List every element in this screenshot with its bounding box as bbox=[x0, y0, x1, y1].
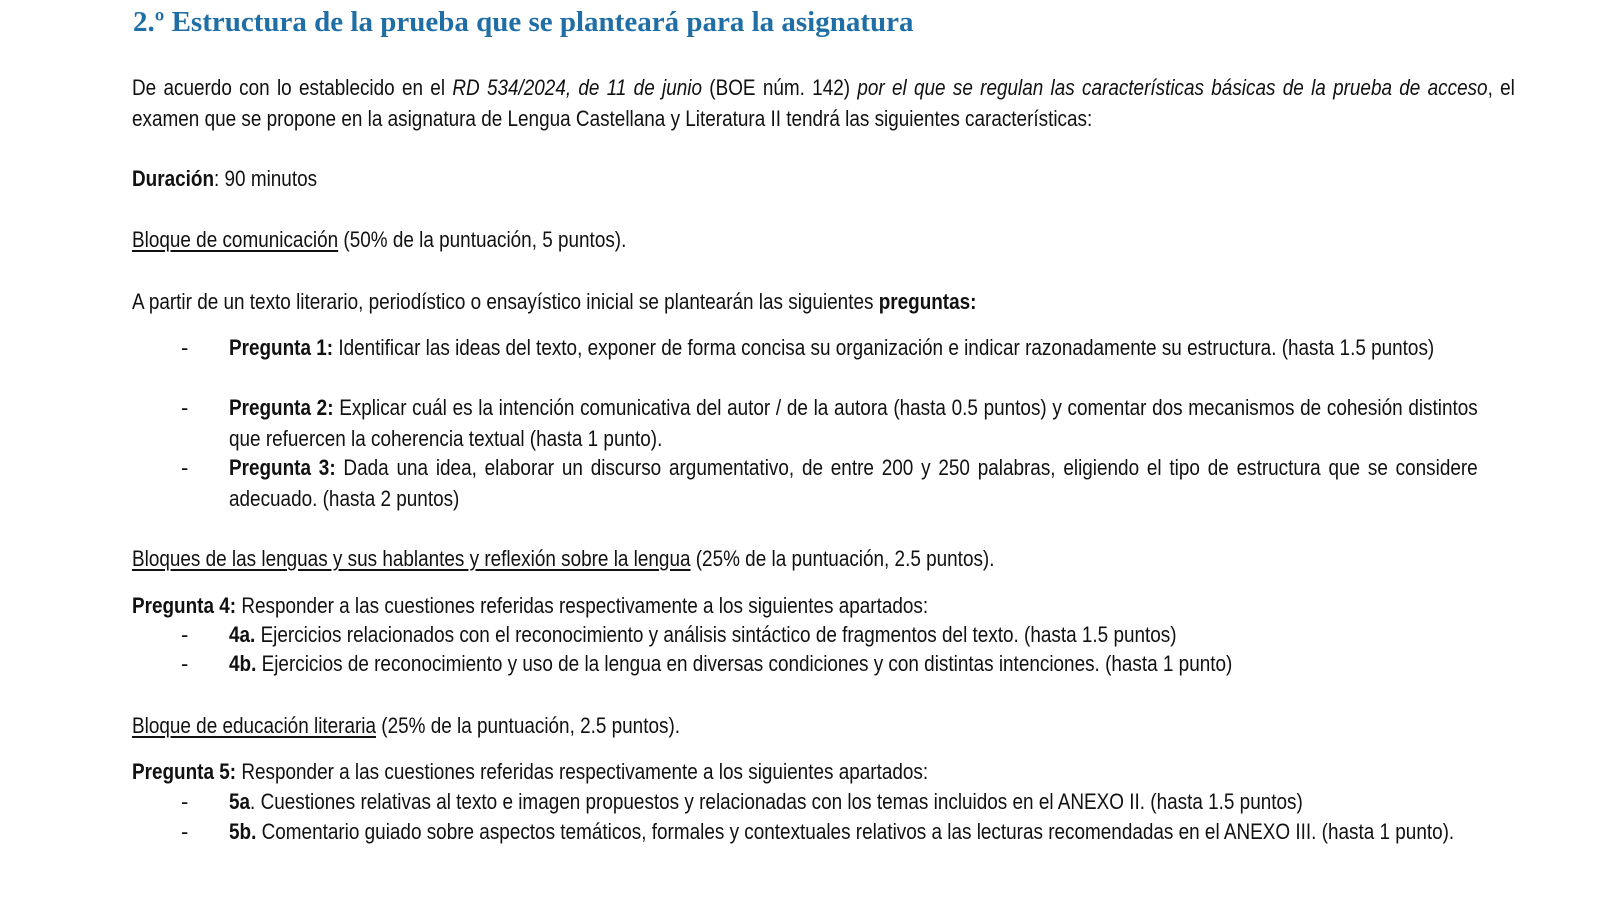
questions-intro-text: A partir de un texto literario, periodístico o ensayístico inicial se plantearán las siguientes bbox=[132, 289, 879, 314]
question-text: Dada una idea, elaborar un discurso argumentativo, de entre 200 y 250 palabras, eligiendo el tipo de estructura que se considere adecuado. (hasta 2 puntos) bbox=[229, 455, 1478, 511]
block-language-title: Bloques de las lenguas y sus hablantes y reflexión sobre la lengua bbox=[132, 546, 691, 571]
block-communication-detail: (50% de la puntuación, 5 puntos). bbox=[338, 227, 627, 252]
subitem-text: Ejercicios relacionados con el reconocimiento y análisis sintáctico de fragmentos del texto. (hasta 1.5 puntos) bbox=[255, 622, 1177, 647]
question-5 bbox=[132, 756, 1515, 787]
intro-text: De acuerdo con lo establecido en el bbox=[132, 75, 453, 100]
list-bullet: - bbox=[181, 651, 189, 676]
question-label: Pregunta 1: bbox=[229, 335, 334, 360]
list-bullet: - bbox=[181, 335, 189, 360]
intro-boe: (BOE núm. 142) bbox=[701, 75, 858, 100]
block-language bbox=[132, 543, 1515, 574]
block-communication-title: Bloque de comunicación bbox=[132, 227, 339, 252]
duration-line bbox=[132, 163, 1515, 194]
subitem-label: 5a bbox=[229, 789, 251, 814]
subitem-label: 4b. bbox=[229, 651, 257, 676]
question-4 bbox=[132, 590, 1515, 621]
block-literature-title: Bloque de educación literaria bbox=[132, 713, 377, 738]
list-bullet: - bbox=[181, 789, 189, 814]
subitem-label: 5b. bbox=[229, 819, 257, 844]
duration-label: Duración bbox=[132, 166, 215, 191]
question-4-text: Responder a las cuestiones referidas respectivamente a los siguientes apartados: bbox=[236, 593, 929, 618]
question-label: Pregunta 2: bbox=[229, 395, 334, 420]
intro-decree-title: por el que se regulan las características básicas de la prueba de acceso bbox=[857, 75, 1488, 100]
list-bullet: - bbox=[181, 622, 189, 647]
subitem-label: 4a. bbox=[229, 622, 256, 647]
block-communication bbox=[132, 224, 1515, 255]
duration-value: : 90 minutos bbox=[214, 166, 318, 191]
question-text: Identificar las ideas del texto, exponer de forma concisa su organización e indicar razonadamente su estructura. (hasta 1.5 puntos) bbox=[333, 335, 1435, 360]
intro-decree: RD 534/2024, de 11 de junio bbox=[452, 75, 702, 100]
question-label: Pregunta 3: bbox=[229, 455, 336, 480]
question-5-label: Pregunta 5: bbox=[132, 759, 237, 784]
list-bullet: - bbox=[181, 455, 189, 480]
subitem-text: Comentario guiado sobre aspectos temáticos, formales y contextuales relativos a las lecturas recomendadas en el ANEXO III. (hasta 1 punto). bbox=[256, 819, 1455, 844]
intro-paragraph bbox=[132, 72, 1515, 134]
questions-intro bbox=[132, 286, 1515, 317]
list-bullet: - bbox=[181, 395, 189, 420]
question-5-text: Responder a las cuestiones referidas respectivamente a los siguientes apartados: bbox=[236, 759, 929, 784]
list-bullet: - bbox=[181, 819, 189, 844]
section-title: 2.º Estructura de la prueba que se planteará para la asignatura bbox=[133, 6, 914, 38]
block-language-detail: (25% de la puntuación, 2.5 puntos). bbox=[690, 546, 995, 571]
block-literature bbox=[132, 710, 1515, 741]
questions-intro-bold: preguntas: bbox=[878, 289, 977, 314]
subitem-text: Ejercicios de reconocimiento y uso de la lengua en diversas condiciones y con distintas intenciones. (hasta 1 punto) bbox=[256, 651, 1233, 676]
subitem-text: . Cuestiones relativas al texto e imagen propuestos y relacionadas con los temas incluidos en el ANEXO II. (hasta 1.5 puntos) bbox=[250, 789, 1303, 814]
question-text: Explicar cuál es la intención comunicativa del autor / de la autora (hasta 0.5 puntos) y comentar dos mecanismos de cohesión distintos que refuercen la coherencia textual (hasta 1 punto). bbox=[229, 395, 1478, 451]
question-4-label: Pregunta 4: bbox=[132, 593, 237, 618]
intro-text-end: , el examen que se propone en la asignatura de Lengua Castellana y Literatura II tendrá las siguientes características: bbox=[132, 75, 1515, 131]
block-literature-detail: (25% de la puntuación, 2.5 puntos). bbox=[376, 713, 681, 738]
